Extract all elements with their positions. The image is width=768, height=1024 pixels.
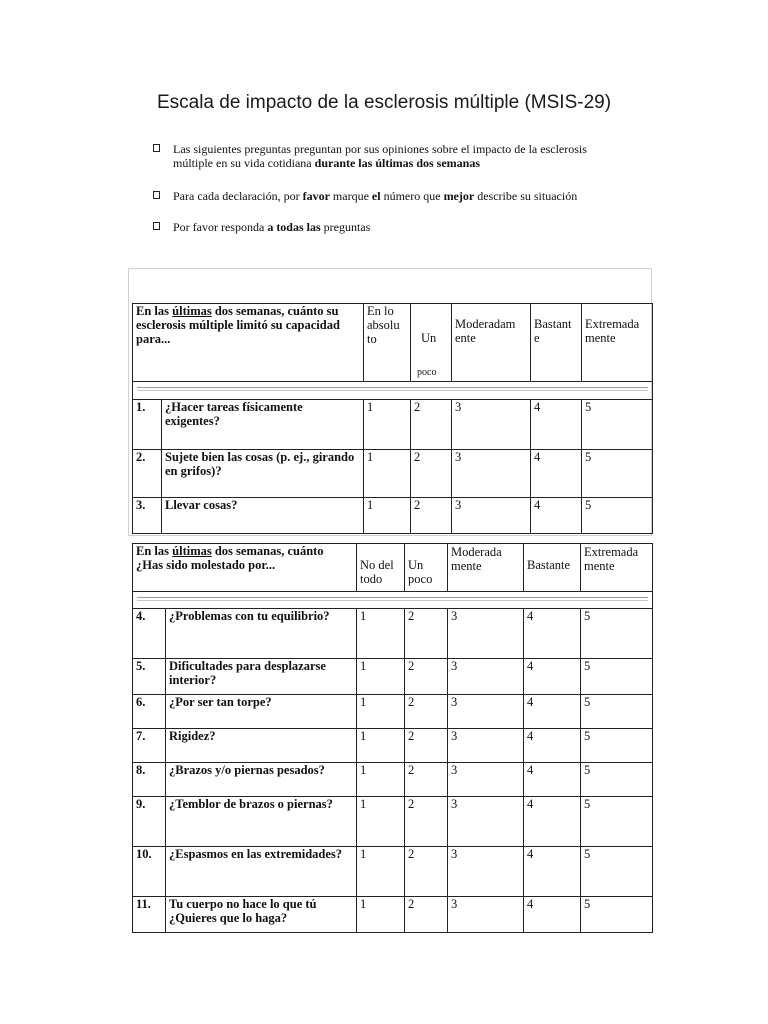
instruction-2-bold-el: el (371, 189, 381, 203)
bullet-box-icon (153, 222, 160, 230)
instruction-2-bold-mejor: mejor (443, 189, 475, 203)
table1-col-not-at-all: En lo absolu to (364, 304, 411, 382)
table-row: 2. Sujete bien las cosas (p. ej., girando en grifos)? 1 2 3 4 5 (133, 450, 653, 498)
table1-col-a-little: Un poco (411, 304, 452, 382)
table1-col-moderately: Moderadam ente (452, 304, 531, 382)
table2-col-moderately: Moderada mente (448, 544, 524, 592)
instruction-2-text-g: describe su situación (474, 189, 578, 203)
table2-col-a-little: Un poco (405, 544, 448, 592)
table-row: 9. ¿Temblor de brazos o piernas? 1 2 3 4 5 (133, 797, 653, 847)
instruction-3-text-c: preguntas (320, 220, 371, 234)
instruction-3-text-a: Por favor responda (173, 220, 268, 234)
bullet-box-icon (153, 144, 160, 152)
instruction-1-bold: durante las últimas dos semanas (314, 156, 480, 170)
table-bothered (132, 543, 653, 933)
table1-col-quite: Bastant e (531, 304, 582, 382)
table-row: 1. ¿Hacer tareas físicamente exigentes? 1 2 3 4 5 (133, 400, 653, 450)
instruction-2-bold-favor: favor (302, 189, 330, 203)
table2-col-extremely: Extremada mente (581, 544, 653, 592)
table2-header-row (133, 544, 653, 592)
table1-col-extremely: Extremada mente (582, 304, 653, 382)
table-row: 5. Dificultades para desplazarse interior? 1 2 3 4 5 (133, 659, 653, 695)
table-row: 10. ¿Espasmos en las extremidades? 1 2 3 4 5 (133, 847, 653, 897)
instruction-1-line1: Las siguientes preguntas preguntan por sus opiniones sobre el impacto de la esclerosis (173, 142, 587, 156)
table-row: 8. ¿Brazos y/o piernas pesados? 1 2 3 4 5 (133, 763, 653, 797)
instruction-1-line2: múltiple en su vida cotidiana (173, 156, 315, 170)
table-row: 6. ¿Por ser tan torpe? 1 2 3 4 5 (133, 695, 653, 729)
table-row: 7. Rigidez? 1 2 3 4 5 (133, 729, 653, 763)
table1-spacer (133, 382, 653, 400)
table-row: 11. Tu cuerpo no hace lo que tú ¿Quieres que lo haga? 1 2 3 4 5 (133, 897, 653, 933)
bullet-box-icon (153, 191, 160, 199)
table2-question: En las últimas dos semanas, cuánto ¿Has sido molestado por... (133, 544, 357, 592)
instruction-3-bold: a todas las (267, 220, 321, 234)
table1-question: En las últimas dos semanas, cuánto su esclerosis múltiple limitó su capacidad para... (133, 304, 364, 382)
table1-header-row (133, 304, 653, 382)
table-row: 4. ¿Problemas con tu equilibrio? 1 2 3 4 5 (133, 609, 653, 659)
table2-col-quite: Bastante (524, 544, 581, 592)
table2-col-not-at-all: No del todo (357, 544, 405, 592)
instruction-2-text-a: Para cada declaración, por (173, 189, 303, 203)
table2-spacer (133, 592, 653, 609)
instruction-2-text-e: número que (380, 189, 444, 203)
table-row: 3. Llevar cosas? 1 2 3 4 5 (133, 498, 653, 534)
document-title: Escala de impacto de la esclerosis múltiple (MSIS-29) (156, 92, 612, 113)
table-limitations (132, 303, 653, 534)
instruction-2-text-c: marque (329, 189, 372, 203)
